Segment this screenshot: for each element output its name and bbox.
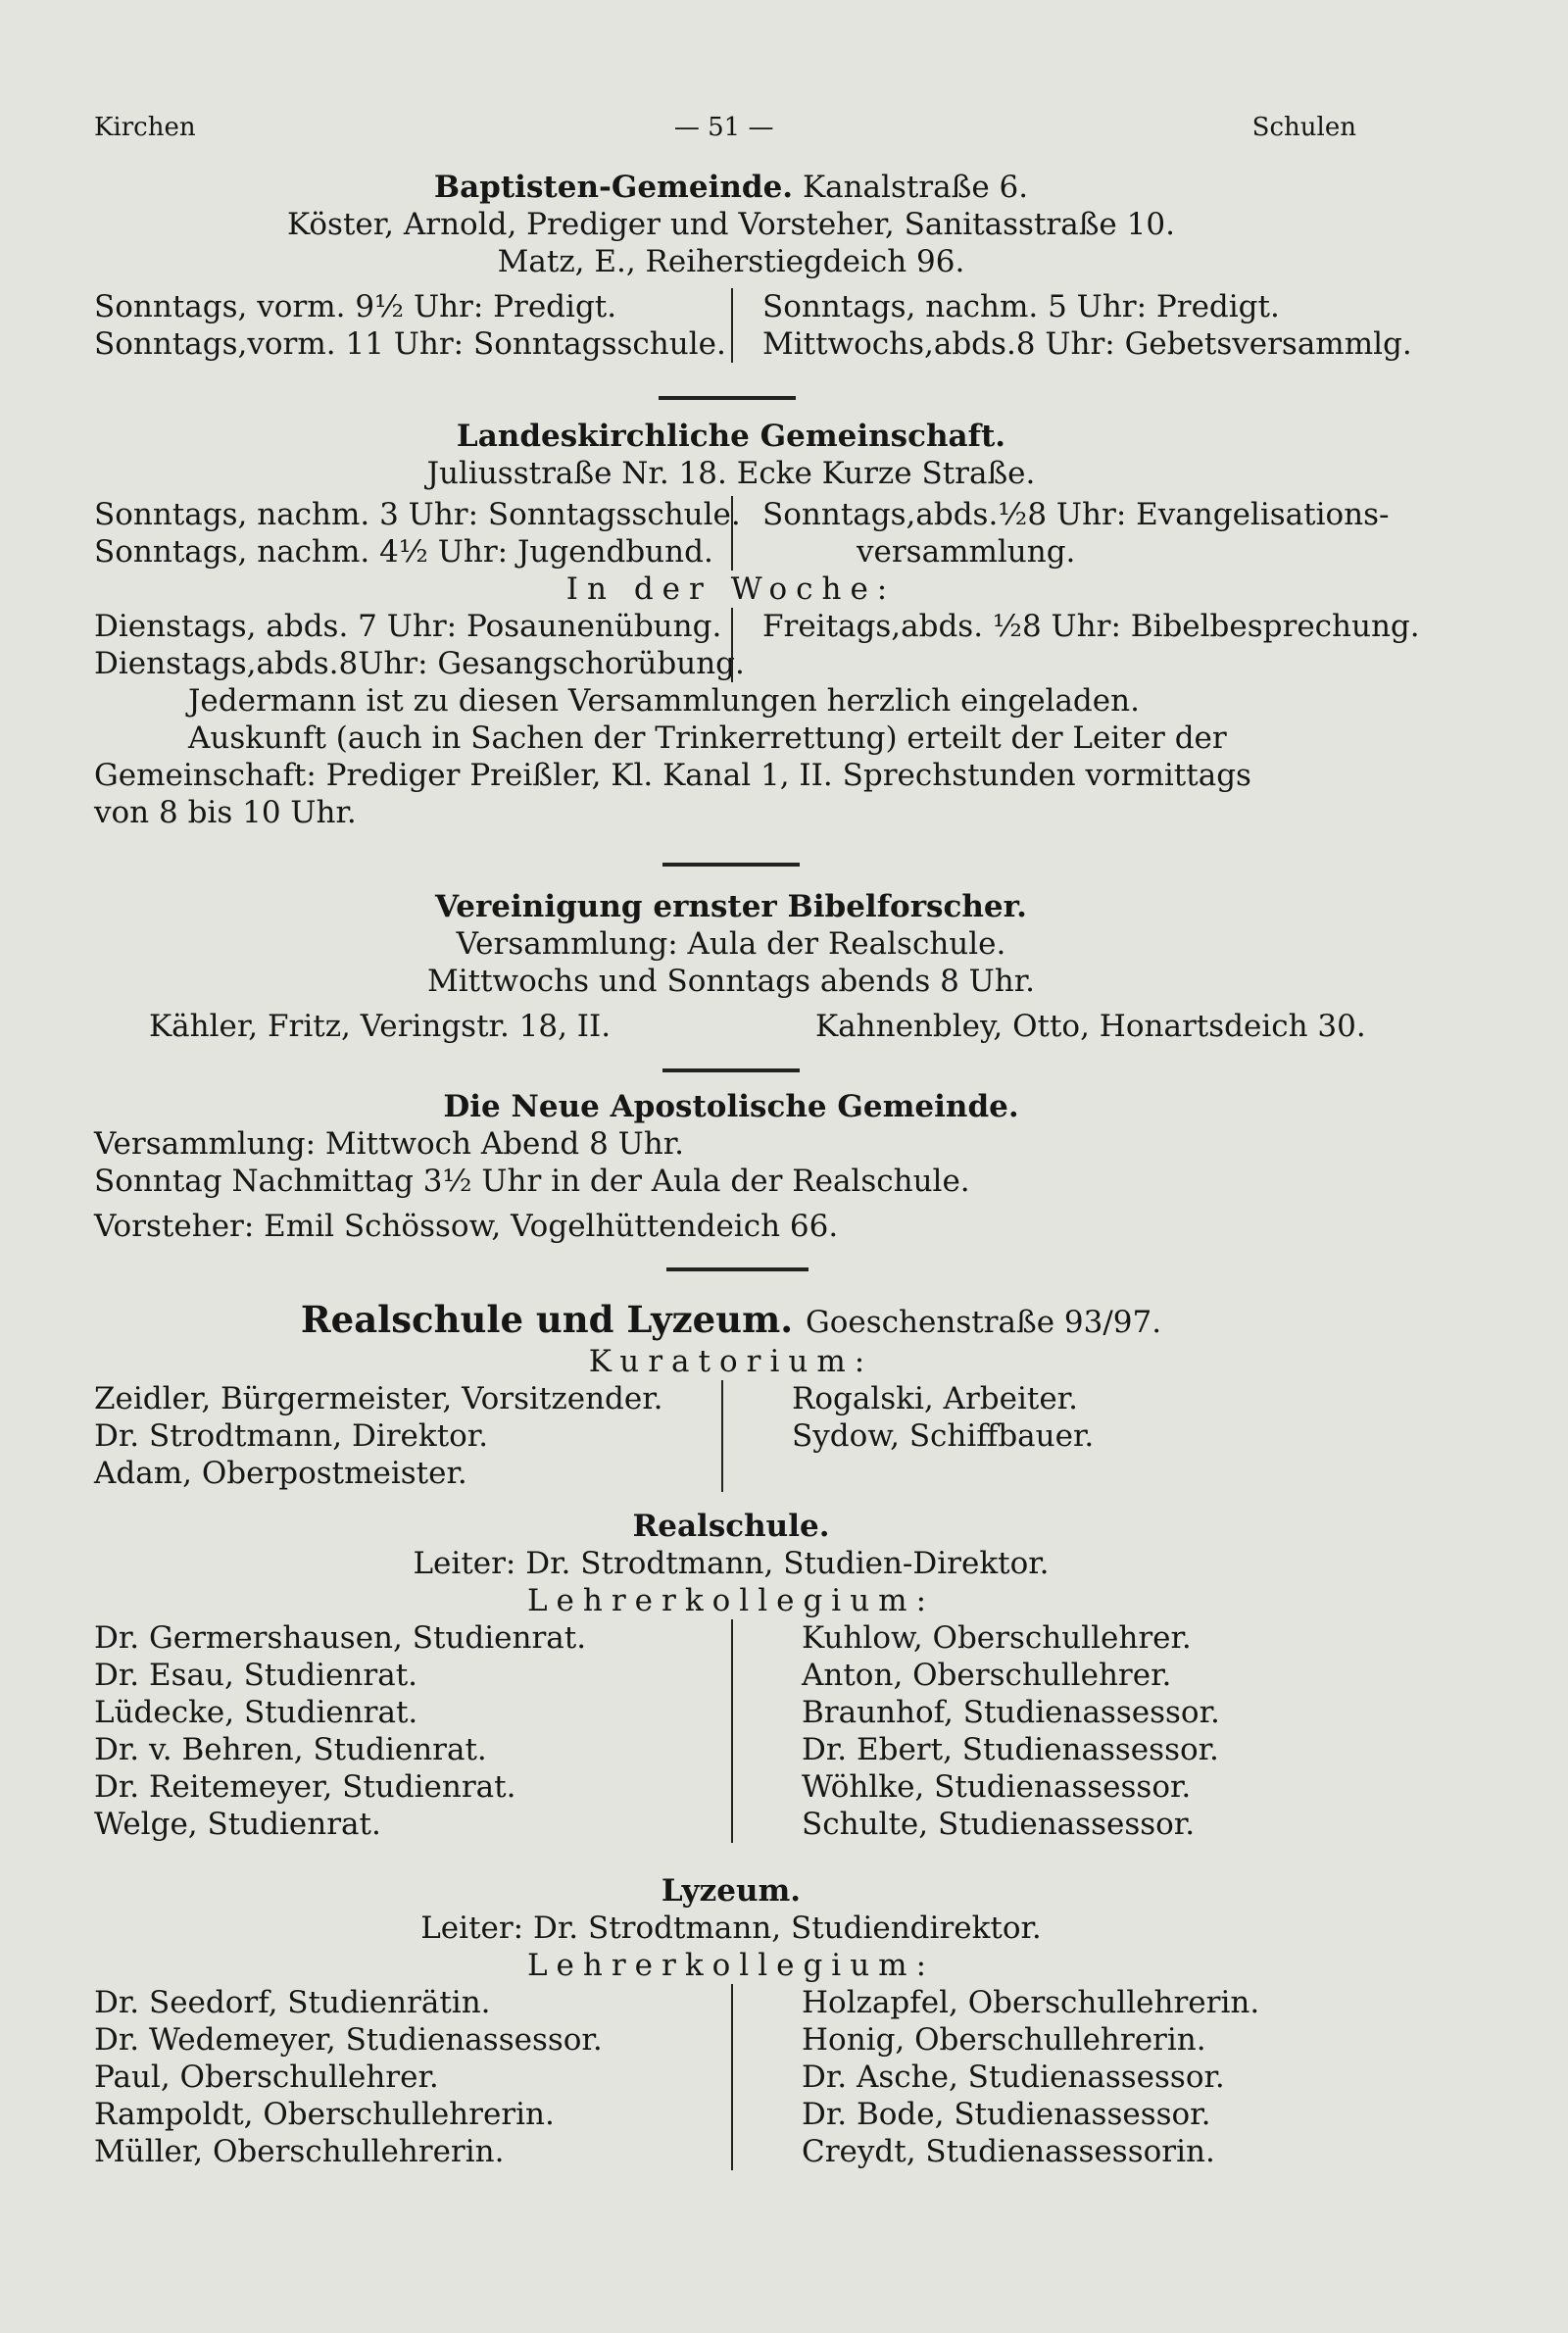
- schedule-item: Sonntags, nachm. 3 Uhr: Sonntagsschule.: [94, 497, 741, 532]
- running-header: [94, 108, 1356, 147]
- section-heading: [94, 169, 1368, 206]
- divider: [662, 1068, 800, 1072]
- paragraph-line: Jedermann ist zu diesen Versammlungen herzlich eingeladen.: [188, 683, 1140, 719]
- weekday-columns: [94, 608, 1420, 682]
- teacher: Dr. Esau, Studienrat.: [94, 1658, 418, 1693]
- schedule-item: Sonntags, nachm. 5 Uhr: Predigt.: [762, 289, 1280, 324]
- teacher: Lüdecke, Studienrat.: [94, 1695, 418, 1730]
- schedule-item: Freitags,abds. ½8 Uhr: Bibelbesprechung.: [762, 609, 1420, 644]
- section-lyzeum: [94, 1872, 1368, 2170]
- schedule-item: versammlung.: [857, 534, 1076, 570]
- teacher: Holzapfel, Oberschullehrerin.: [802, 1985, 1260, 2020]
- teacher: Dr. v. Behren, Studienrat.: [94, 1732, 487, 1767]
- schedule-item: Dienstags, abds. 7 Uhr: Posaunenübung.: [94, 609, 722, 644]
- schedule-item: Sonntags, vorm. 9½ Uhr: Predigt.: [94, 289, 617, 324]
- subheading-woche: In der Woche:: [565, 571, 897, 607]
- info-line: Vorsteher: Emil Schössow, Vogelhüttendeich 66.: [94, 1209, 839, 1244]
- section-heading: [94, 1296, 1368, 1343]
- member: Sydow, Schiffbauer.: [792, 1418, 1095, 1454]
- teacher: Schulte, Studienassessor.: [802, 1807, 1196, 1842]
- leiter-line: Leiter: Dr. Strodtmann, Studiendirektor.: [420, 1911, 1042, 1946]
- kuratorium-columns: [94, 1380, 1368, 1492]
- member: Zeidler, Bürgermeister, Vorsitzender.: [94, 1381, 663, 1416]
- info-line: Sonntag Nachmittag 3½ Uhr in der Aula der Realschule.: [94, 1164, 970, 1199]
- contacts-row: [94, 1008, 1368, 1045]
- teacher: Dr. Reitemeyer, Studienrat.: [94, 1769, 516, 1805]
- section-title: Lyzeum.: [661, 1873, 802, 1909]
- teacher: Dr. Asche, Studienassessor.: [802, 2060, 1225, 2095]
- teacher: Welge, Studienrat.: [94, 1807, 381, 1842]
- teacher: Wöhlke, Studienassessor.: [802, 1769, 1192, 1805]
- teacher: Braunhof, Studienassessor.: [802, 1695, 1220, 1730]
- divider: [666, 1267, 808, 1271]
- contact: Kähler, Fritz, Veringstr. 18, II.: [149, 1009, 612, 1044]
- schedule-item: Dienstags,abds.8Uhr: Gesangschorübung.: [94, 646, 745, 681]
- teacher: Müller, Oberschullehrerin.: [94, 2134, 505, 2169]
- section-baptisten: [94, 169, 1412, 363]
- teacher: Dr. Seedorf, Studienrätin.: [94, 1985, 491, 2020]
- paragraph-line: von 8 bis 10 Uhr.: [94, 795, 357, 830]
- member: [792, 1455, 1368, 1492]
- divider: [662, 863, 800, 867]
- section-title: Realschule.: [632, 1509, 830, 1544]
- teacher: Paul, Oberschullehrer.: [94, 2060, 439, 2095]
- subheading-kollegium: Lehrerkollegium:: [526, 1948, 936, 1983]
- section-address: Kanalstraße 6.: [802, 170, 1029, 205]
- contact: Kahnenbley, Otto, Honartsdeich 30.: [815, 1009, 1366, 1044]
- member: Dr. Strodtmann, Direktor.: [94, 1418, 489, 1454]
- info-line: Versammlung: Aula der Realschule.: [456, 926, 1006, 962]
- teacher: Dr. Bode, Studienassessor.: [802, 2097, 1211, 2132]
- teacher: Kuhlow, Oberschullehrer.: [802, 1620, 1192, 1656]
- subheading-kuratorium: Kuratorium:: [588, 1344, 874, 1379]
- paragraph-line: Gemeinschaft: Prediger Preißler, Kl. Kanal 1, II. Sprechstunden vormittags: [94, 758, 1251, 793]
- person-line: Matz, E., Reiherstiegdeich 96.: [497, 244, 965, 279]
- schedule-item: Mittwochs,abds.8 Uhr: Gebetsversammlg.: [762, 326, 1412, 362]
- schedule-columns: [94, 288, 1412, 363]
- section-landeskirchliche: [94, 418, 1420, 831]
- schedule-item: Sonntags,abds.½8 Uhr: Evangelisations-: [762, 497, 1390, 532]
- header-right: Schulen: [1251, 113, 1356, 142]
- header-left: Kirchen: [94, 113, 196, 142]
- teacher: Rampoldt, Oberschullehrerin.: [94, 2097, 555, 2132]
- section-title: Realschule und Lyzeum.: [300, 1298, 794, 1341]
- member: Rogalski, Arbeiter.: [792, 1381, 1078, 1416]
- page-number: — 51 —: [673, 113, 774, 142]
- member: Adam, Oberpostmeister.: [94, 1456, 467, 1491]
- section-address: Juliusstraße Nr. 18. Ecke Kurze Straße.: [426, 456, 1036, 491]
- kollegium-columns: [94, 1619, 1368, 1843]
- section-title: Landeskirchliche Gemeinschaft.: [456, 419, 1006, 454]
- subheading-kollegium: Lehrerkollegium:: [526, 1583, 936, 1618]
- paragraph-line: Auskunft (auch in Sachen der Trinkerrettung) erteilt der Leiter der: [188, 720, 1227, 756]
- person-line: Köster, Arnold, Prediger und Vorsteher, Sanitasstraße 10.: [287, 207, 1175, 242]
- teacher: Dr. Germershausen, Studienrat.: [94, 1620, 587, 1656]
- teacher: Dr. Wedemeyer, Studienassessor.: [94, 2022, 603, 2058]
- teacher: Anton, Oberschullehrer.: [802, 1658, 1172, 1693]
- kollegium-columns: [94, 1984, 1368, 2170]
- teacher: Creydt, Studienassessorin.: [802, 2134, 1215, 2169]
- divider: [659, 396, 796, 400]
- schedule-item: [762, 645, 1420, 682]
- section-realschule: [94, 1508, 1368, 1843]
- section-title: Vereinigung ernster Bibelforscher.: [435, 889, 1027, 924]
- teacher: Honig, Oberschullehrerin.: [802, 2022, 1206, 2058]
- section-title: Baptisten-Gemeinde.: [433, 170, 794, 205]
- info-line: Mittwochs und Sonntags abends 8 Uhr.: [426, 964, 1036, 999]
- schedule-item: Sonntags,vorm. 11 Uhr: Sonntagsschule.: [94, 326, 726, 362]
- teacher: Dr. Ebert, Studienassessor.: [802, 1732, 1219, 1767]
- section-realschule-lyzeum: [94, 1296, 1368, 1492]
- schedule-columns: [94, 496, 1390, 571]
- schedule-item: Sonntags, nachm. 4½ Uhr: Jugendbund.: [94, 534, 713, 570]
- section-bibelforscher: [94, 888, 1368, 1045]
- section-title: Die Neue Apostolische Gemeinde.: [443, 1089, 1019, 1124]
- section-address: Goeschenstraße 93/97.: [806, 1305, 1162, 1340]
- section-apostolische: [94, 1088, 1368, 1245]
- info-line: Versammlung: Mittwoch Abend 8 Uhr.: [94, 1126, 685, 1162]
- leiter-line: Leiter: Dr. Strodtmann, Studien-Direktor.: [413, 1546, 1050, 1581]
